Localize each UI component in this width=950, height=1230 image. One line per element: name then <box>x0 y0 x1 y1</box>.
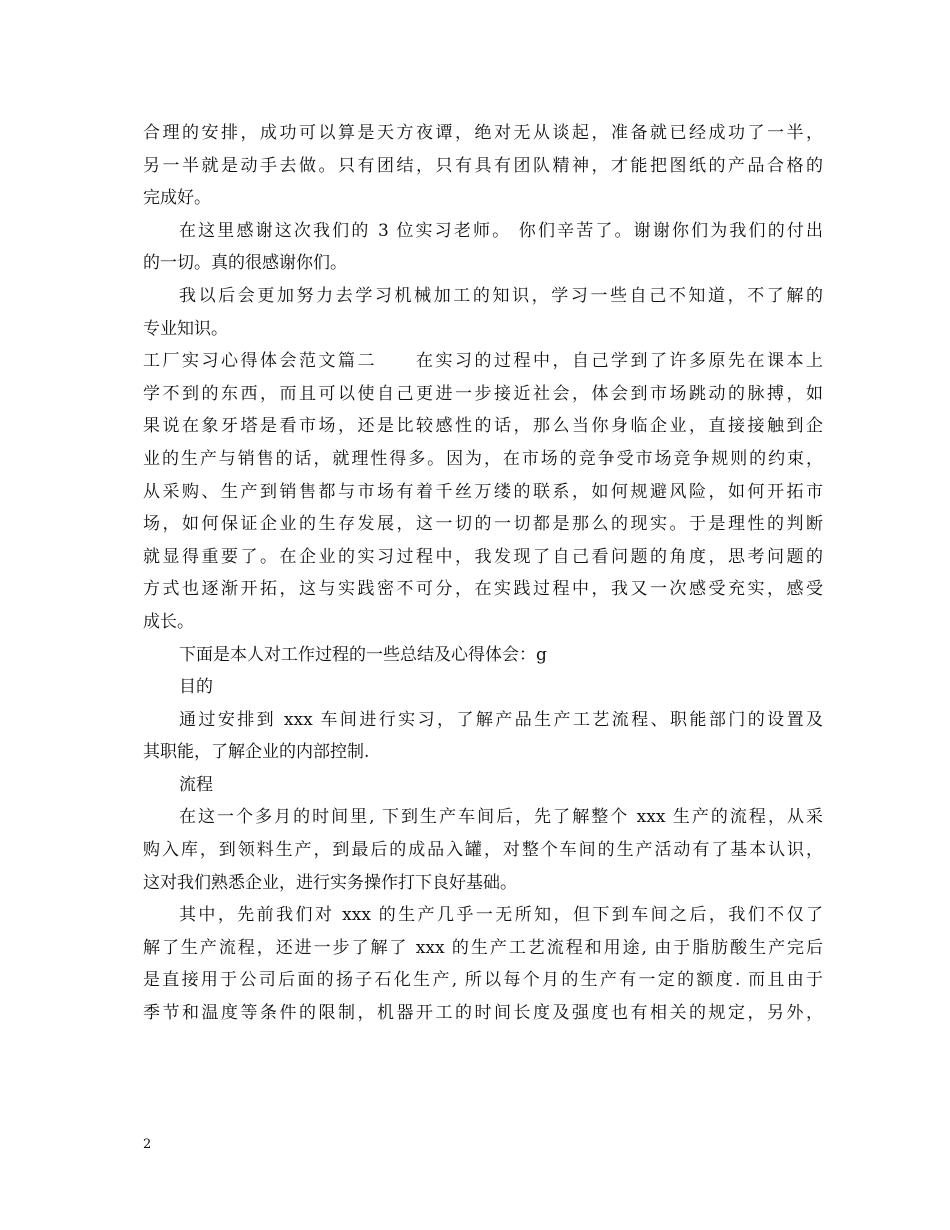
text-line: 业的生产与销售的话，就理性得多。因为，在市场的竞争受市场竞争规则的约束， <box>143 448 823 469</box>
text-line: 合理的安排，成功可以算是天方夜谭，绝对无从谈起，准备就已经成功了一半， <box>143 123 823 143</box>
text-line: 的一切。真的很感谢你们。 <box>143 253 347 274</box>
text-line: 流程 <box>179 774 213 795</box>
text-line: 从采购、生产到销售都与市场有着千丝万缕的联系，如何规避风险，如何开拓市 <box>143 481 823 502</box>
text-line: 就显得重要了。在企业的实习过程中，我发现了自己看问题的角度，思考问题的 <box>143 546 823 567</box>
text-line: 我以后会更加努力去学习机械加工的知识，学习一些自己不知道，不了解的 <box>179 285 823 306</box>
text-line: 完成好。 <box>143 188 211 209</box>
text-line: 工厂实习心得体会范文篇二 在实习的过程中，自己学到了许多原先在课本上 <box>143 351 823 372</box>
text-line: 另一半就是动手去做。只有团结，只有具有团队精神，才能把图纸的产品合格的 <box>143 155 823 176</box>
text-line: 在这里感谢这次我们的 3 位实习老师。 你们辛苦了。谢谢你们为我们的付出 <box>179 220 823 241</box>
text-line: 场，如何保证企业的生存发展，这一切的一切都是那么的现实。于是理性的判断 <box>143 514 823 535</box>
text-line: 下面是本人对工作过程的一些总结及心得体会：g <box>179 644 547 665</box>
text-line: 是直接用于公司后面的扬子石化生产, 所以每个月的生产有一定的额度. 而且由于 <box>143 970 823 991</box>
text-line: 目的 <box>179 677 213 698</box>
text-line: 成长。 <box>143 611 194 632</box>
text-line: 专业知识。 <box>143 318 228 339</box>
text-line: 在这一个多月的时间里, 下到生产车间后，先了解整个 xxx 生产的流程，从采 <box>179 807 823 828</box>
text-line: 解了生产流程，还进一步了解了 xxx 的生产工艺流程和用途, 由于脂肪酸生产完后 <box>143 937 823 958</box>
text-line: 其职能，了解企业的内部控制. <box>143 742 370 763</box>
text-line: 其中，先前我们对 xxx 的生产几乎一无所知，但下到车间之后，我们不仅了 <box>179 905 823 926</box>
document-body <box>143 117 823 1030</box>
page-number: 2 <box>143 1137 152 1152</box>
text-line: 方式也逐渐开拓，这与实践密不可分，在实践过程中，我又一次感受充实，感受 <box>143 579 823 600</box>
text-line: 这对我们熟悉企业，进行实务操作打下良好基础。 <box>143 872 517 893</box>
text-line: 果说在象牙塔是看市场，还是比较感性的话，那么当你身临企业，直接接触到企 <box>143 416 823 437</box>
text-line: 通过安排到 xxx 车间进行实习，了解产品生产工艺流程、职能部门的设置及 <box>179 709 823 730</box>
text-line: 学不到的东西，而且可以使自己更进一步接近社会，体会到市场跳动的脉搏，如 <box>143 383 823 404</box>
text-line: 季节和温度等条件的限制，机器开工的时间长度及强度也有相关的规定，另外， <box>143 1003 823 1024</box>
text-line: 购入库，到领料生产，到最后的成品入罐，对整个车间的生产活动有了基本认识， <box>143 840 823 861</box>
